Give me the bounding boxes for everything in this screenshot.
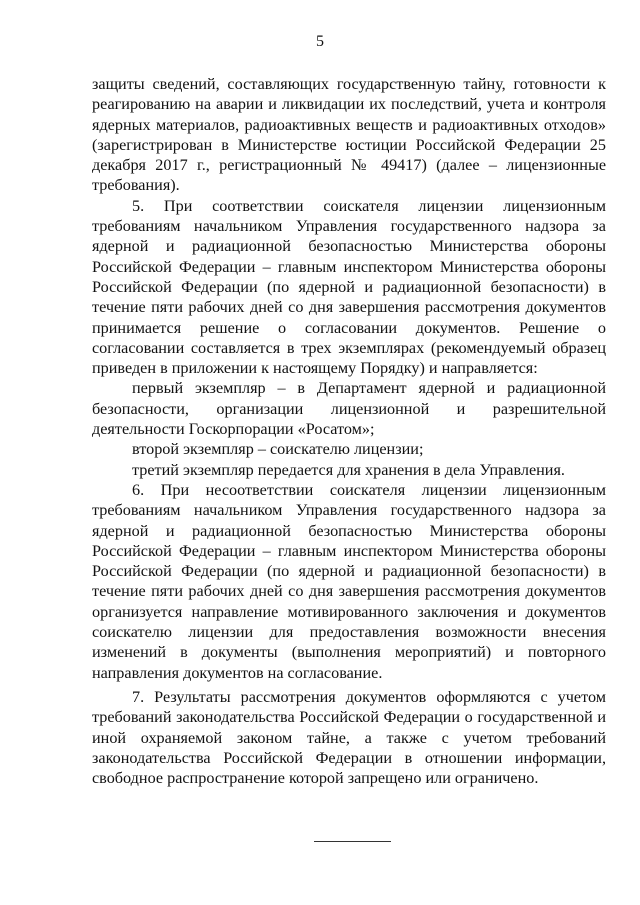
end-divider-line xyxy=(314,841,391,842)
document-body xyxy=(92,74,606,788)
paragraph-5: 5. При соответствии соискателя лицензии лицензионным требованиям начальником Управления государственного надзора за ядерной и радиационной безопасностью Министерства обороны Российской Федерации – главным инспектором Министерства обороны Российской Федерации (по ядерной и радиационной безопасности) в течение пяти рабочих дней со дня завершения рассмотрения документов принимается решение о согласовании документов. Решение о согласовании составляется в трех экземплярах (рекомендуемый образец приведен в приложении к настоящему Порядку) и направляется: xyxy=(92,196,606,378)
paragraph-6: 6. При несоответствии соискателя лицензии лицензионным требованиям начальником Управления государственного надзора за ядерной и радиационной безопасностью Министерства обороны Российской Федерации – главным инспектором Министерства обороны Российской Федерации (по ядерной и радиационной безопасности) в течение пяти рабочих дней со дня завершения рассмотрения документов организуется направление мотивированного заключения и документов соискателю лицензии для предоставления возможности внесения изменений в документы (выполнения мероприятий) и повторного направления документов на согласование. xyxy=(92,480,606,682)
paragraph-7: 7. Результаты рассмотрения документов оформляются с учетом требований законодательства Российской Федерации о государственной и иной охраняемой законом тайне, а также с учетом требований законодательства Российской Федерации в отношении информации, свободное распространение которой запрещено или ограничено. xyxy=(92,687,606,788)
paragraph-5-third-copy: третий экземпляр передается для хранения в дела Управления. xyxy=(132,460,565,479)
paragraph-5-second-copy: второй экземпляр – соискателю лицензии; xyxy=(132,440,424,459)
paragraph-continuation: защиты сведений, составляющих государственную тайну, готовности к реагированию на аварии и ликвидации их последствий, учета и контроля ядерных материалов, радиоактивных веществ и радиоактивных отходов» (зарегистрирован в Министерстве юстиции Российской Федерации 25 декабря 2017 г., регистрационный № 49417) (далее – лицензионные требования). xyxy=(92,75,606,195)
page-number: 5 xyxy=(316,33,324,50)
paragraph-5-first-copy: первый экземпляр – в Департамент ядерной и радиационной безопасности, организации лицензионной и разрешительной деятельности Госкорпорации «Росатом»; xyxy=(92,379,606,439)
